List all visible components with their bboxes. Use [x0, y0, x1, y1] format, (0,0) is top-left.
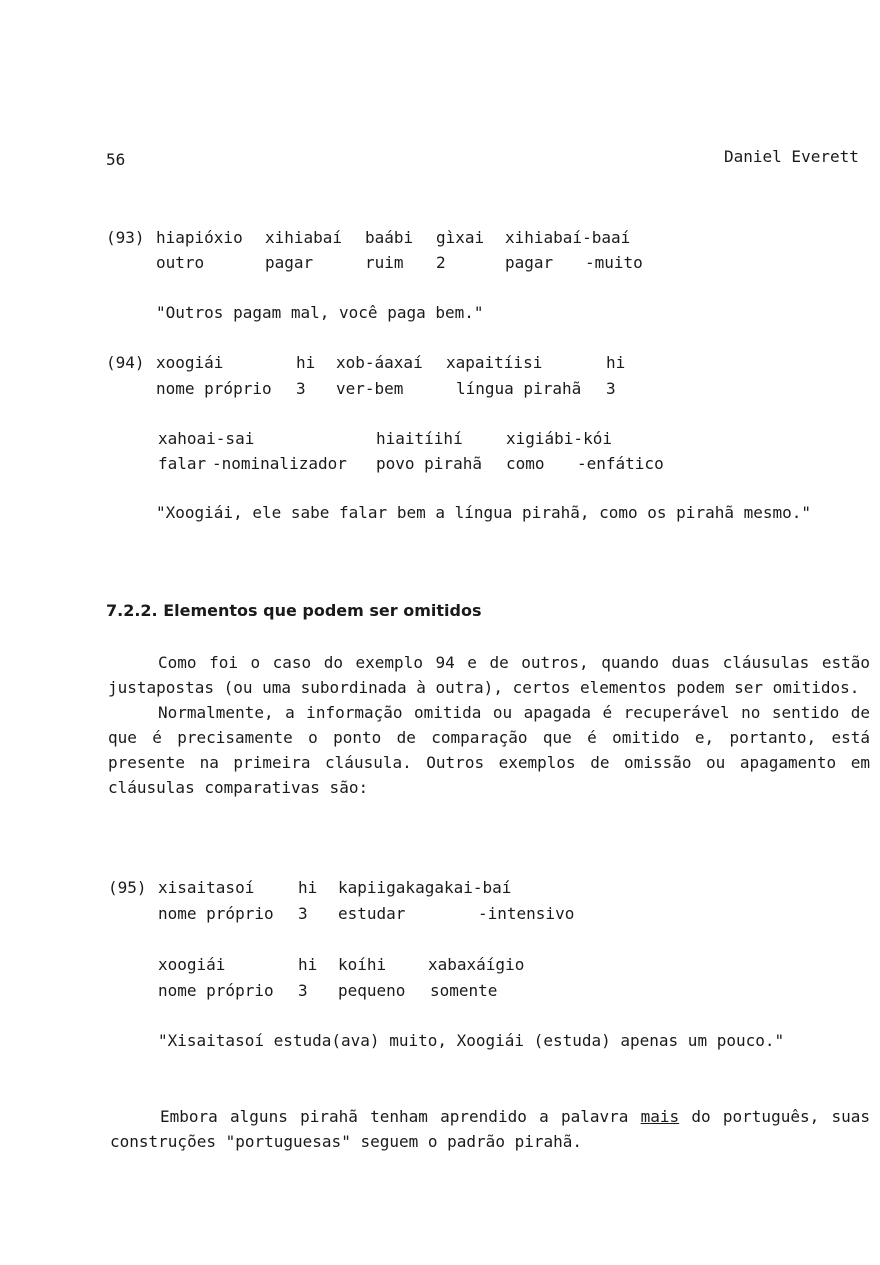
gloss-word: hi: [606, 353, 626, 372]
translation-word: como: [506, 454, 545, 473]
gloss-word: xigiábi-kói: [506, 429, 612, 448]
running-header-author: Daniel Everett: [724, 147, 859, 166]
translation-word: 3: [606, 379, 616, 398]
paragraph: Como foi o caso do exemplo 94 e de outros, quando duas cláusulas estão justapostas (ou uma subordinada à outra), certos elementos podem ser omitidos.: [108, 653, 870, 697]
paragraph: Normalmente, a informação omitida ou apagada é recuperável no sentido de que é precisamente o ponto de comparação que é omitido e, portanto, está presente na primeira cláusula. Outros exemplos de omissão ou apagamento em cláusulas comparativas são:: [108, 703, 870, 797]
example-number: (95): [108, 878, 147, 897]
gloss-word: koíhi: [338, 955, 387, 974]
page-number: 56: [106, 150, 126, 169]
translation-word: ruim: [365, 253, 404, 272]
translation-word: nome próprio: [156, 379, 272, 398]
gloss-word: gìxai: [436, 228, 485, 247]
translation-word: ver-bem: [336, 379, 404, 398]
translation-word: -enfático: [577, 454, 664, 473]
translation-word: estudar: [338, 904, 406, 923]
gloss-word: baábi: [365, 228, 414, 247]
translation-word: outro: [156, 253, 205, 272]
translation-word: somente: [430, 981, 498, 1000]
gloss-word: xapaitíisi: [446, 353, 543, 372]
gloss-word: hiaitíihí: [376, 429, 463, 448]
gloss-word: kapiigakagakai-baí: [338, 878, 512, 897]
example-number: (94): [106, 353, 145, 372]
closing-text: do português, suas construções "portuguesas" seguem o padrão pirahã.: [110, 1107, 870, 1151]
translation-word: nome próprio: [158, 904, 274, 923]
gloss-word: xabaxáígio: [428, 955, 525, 974]
translation-word: pequeno: [338, 981, 406, 1000]
gloss-word: hiapióxio: [156, 228, 243, 247]
gloss-word: xisaitasoí: [158, 878, 255, 897]
free-translation: "Outros pagam mal, você paga bem.": [156, 303, 484, 322]
gloss-word: xoogiái: [156, 353, 224, 372]
gloss-word: xihiabaí: [265, 228, 343, 247]
free-translation: "Xisaitasoí estuda(ava) muito, Xoogiái (estuda) apenas um pouco.": [158, 1031, 785, 1050]
translation-word: língua pirahã: [456, 379, 582, 398]
translation-word: -intensivo: [478, 904, 575, 923]
translation-word: -nominalizador: [212, 454, 347, 473]
translation-word: 2: [436, 253, 446, 272]
translation-word: pagar: [505, 253, 554, 272]
gloss-word: hi: [298, 878, 318, 897]
translation-word: pagar: [265, 253, 314, 272]
paragraph: [110, 1104, 870, 1154]
gloss-word: xihiabaí-baaí: [505, 228, 631, 247]
gloss-word: xob-áaxaí: [336, 353, 423, 372]
gloss-word: xoogiái: [158, 955, 226, 974]
translation-word: -muito: [585, 253, 643, 272]
translation-word: 3: [298, 981, 308, 1000]
section-heading: 7.2.2. Elementos que podem ser omitidos: [106, 601, 482, 620]
gloss-word: hi: [298, 955, 318, 974]
translation-word: povo pirahã: [376, 454, 482, 473]
translation-word: 3: [296, 379, 306, 398]
translation-word: falar: [158, 454, 207, 473]
closing-text: Embora alguns pirahã tenham aprendido a palavra: [160, 1107, 641, 1126]
translation-word: nome próprio: [158, 981, 274, 1000]
body-text: [108, 650, 870, 800]
gloss-word: xahoai-sai: [158, 429, 255, 448]
emphasized-word: mais: [640, 1107, 680, 1126]
example-number: (93): [106, 228, 145, 247]
closing-paragraph: [110, 1104, 870, 1154]
translation-word: 3: [298, 904, 308, 923]
gloss-word: hi: [296, 353, 316, 372]
free-translation: "Xoogiái, ele sabe falar bem a língua pirahã, como os pirahã mesmo.": [156, 503, 812, 522]
